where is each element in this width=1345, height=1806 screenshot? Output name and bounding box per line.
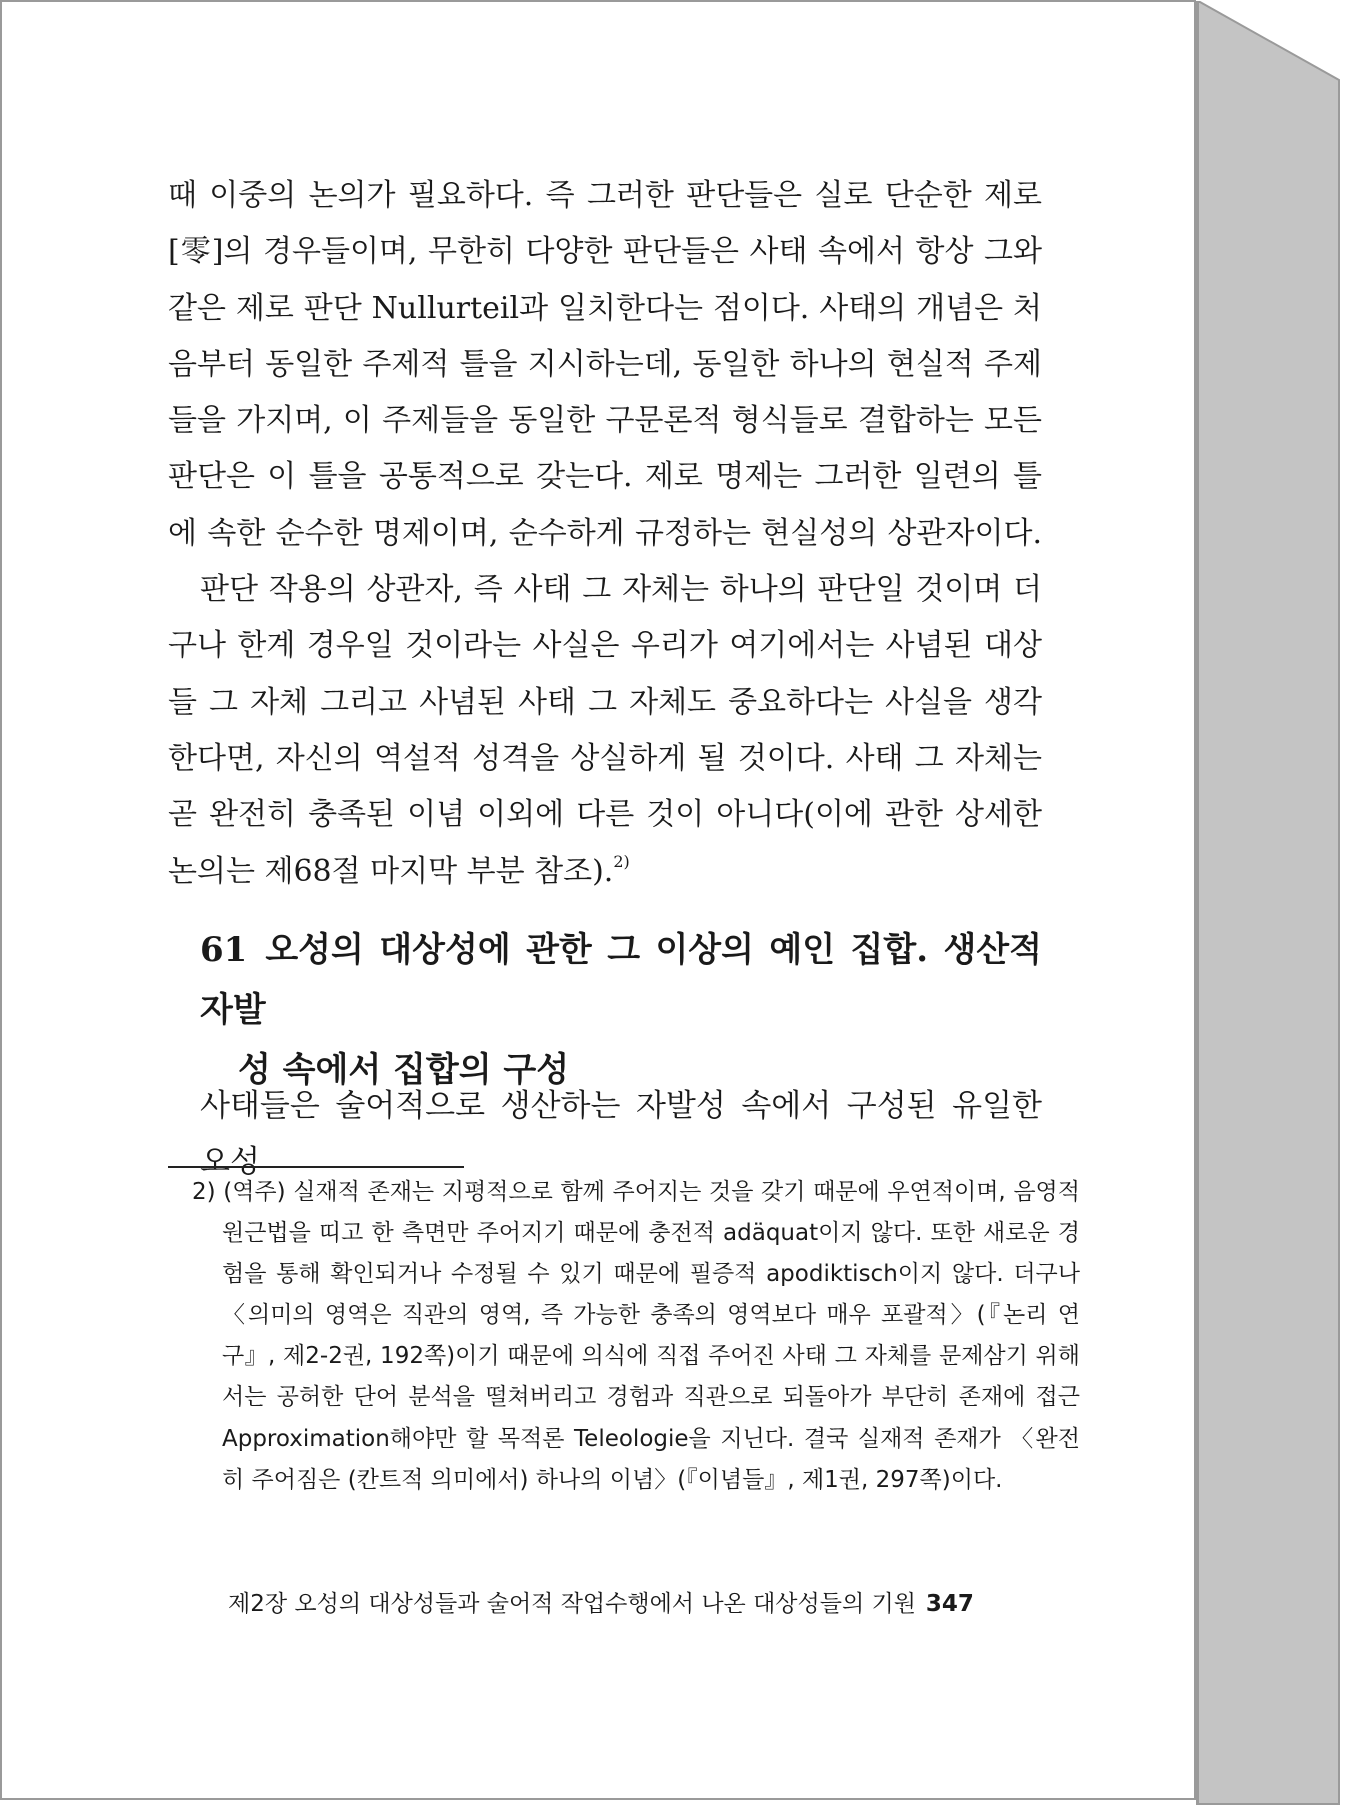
body-paragraph-1	[168, 168, 1042, 562]
body-text	[168, 168, 1042, 900]
body-paragraph-2	[168, 562, 1042, 900]
footnote-reference[interactable]: 2)	[613, 851, 630, 871]
body-paragraph-1-text: 때 이중의 논의가 필요하다. 즉 그러한 판단들은 실로 단순한 제로[零]의 경우들이며, 무한히 다양한 판단들은 사태 속에서 항상 그와 같은 제로 판단 Nullurteil과 일치한다는 점이다. 사태의 개념은 처음부터 동일한 주제적 틀을 지시하는데, 동일한 하나의 현실적 주제들을 가지며, 이 주제들을 동일한 구문론적 형식들로 결합하는 모든 판단은 이 틀을 공통적으로 갖는다. 제로 명제는 그러한 일련의 틀에 속한 순수한 명제이며, 순수하게 규정하는 현실성의 상관자이다.	[168, 178, 1042, 551]
running-footer-title: 제2장 오성의 대상성들과 술어적 작업수행에서 나온 대상성들의 기원	[228, 1591, 916, 1617]
book-spine-edge	[1196, 0, 1341, 1806]
body-paragraph-2-text: 판단 작용의 상관자, 즉 사태 그 자체는 하나의 판단일 것이며 더구나 한계 경우일 것이라는 사실은 우리가 여기에서는 사념된 대상들 그 자체 그리고 사념된 사태 그 자체도 중요하다는 사실을 생각한다면, 자신의 역설적 성격을 상실하게 될 것이다. 사태 그 자체는 곧 완전히 충족된 이념 이외에 다른 것이 아니다(이에 관한 상세한 논의는 제68절 마지막 부분 참조).	[168, 572, 1042, 889]
section-heading-line-1	[200, 920, 1042, 1040]
footnote-divider	[168, 1166, 464, 1168]
section-title-line-2: 성 속에서 집합의 구성	[238, 1050, 570, 1090]
footnote-text: 2) (역주) 실재적 존재는 지평적으로 함께 주어지는 것을 갖기 때문에 우연적이며, 음영적 원근법을 띠고 한 측면만 주어지기 때문에 충전적 adäquat이지 않다. 또한 새로운 경험을 통해 확인되거나 수정될 수 있기 때문에 필증적 apodiktisch이지 않다. 더구나 〈의미의 영역은 직관의 영역, 즉 가능한 충족의 영역보다 매우 포괄적〉(『논리 연구』, 제2-2권, 192쪽)이기 때문에 의식에 직접 주어진 사태 그 자체를 문제삼기 위해서는 공허한 단어 분석을 떨쳐버리고 경험과 직관으로 되돌아가 부단히 존재에 접근 Approximation해야만 할 목적론 Teleologie을 지닌다. 결국 실재적 존재가 〈완전히 주어짐은 (칸트적 의미에서) 하나의 이념〉(『이념들』, 제1권, 297쪽)이다.	[192, 1179, 1080, 1493]
running-footer	[228, 1584, 1018, 1624]
page-number: 347	[925, 1591, 974, 1617]
section-intro-text: 사태들은 술어적으로 생산하는 자발성 속에서 구성된 유일한 오성	[200, 1088, 1042, 1180]
section-heading	[200, 920, 1042, 1100]
section-title-line-1: 오성의 대상성에 관한 그 이상의 예인 집합. 생산적 자발	[200, 930, 1042, 1030]
section-number: 61	[200, 930, 248, 970]
